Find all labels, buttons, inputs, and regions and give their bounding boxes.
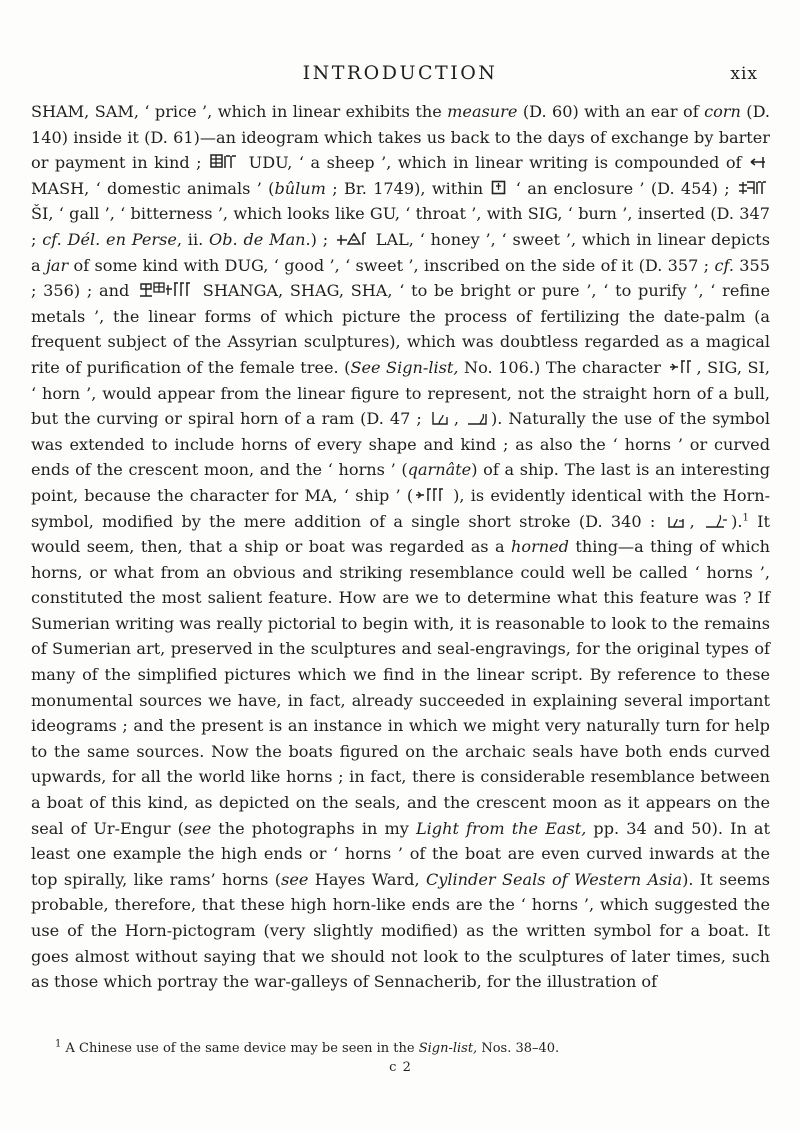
- page-number: xix: [730, 64, 758, 84]
- linear-boat-icon-1: [666, 513, 688, 529]
- body-text: [31, 99, 770, 995]
- signature-mark: c 2: [389, 1060, 412, 1075]
- running-title: INTRODUCTION: [302, 62, 498, 84]
- footnote: $^1$ A Chinese use of the same device may be seen in the Sign-list, Nos. 38–40.: [55, 1038, 560, 1056]
- running-head: [0, 62, 800, 92]
- linear-horn-icon-2: [467, 410, 489, 426]
- cuneiform-shi-icon: [738, 180, 768, 196]
- cuneiform-sig-icon: [669, 359, 695, 375]
- footnote-mark: 1: [55, 1038, 62, 1050]
- linear-boat-icon-2: [705, 513, 729, 529]
- cuneiform-mash-icon: [750, 154, 768, 170]
- footnote-reference[interactable]: 1: [742, 512, 749, 524]
- cuneiform-udu-icon: [210, 154, 240, 170]
- cuneiform-enclosure-icon: [491, 180, 507, 196]
- cuneiform-ma-icon: [415, 487, 451, 503]
- cuneiform-shanga-icon: [138, 280, 194, 298]
- linear-horn-icon-1: [430, 410, 452, 426]
- main-paragraph: SHAM, SAM, ‘ price ’, which in linear exhibits the measure (D. 60) with an ear of corn (D. 140) inside it (D. 61)—an ideogram which takes us back to the days of exchange by barter or payment in kind ; UDU, ‘ a sheep ’, which in linear writing is compounded of MASH, ‘ domestic animals ’ (bûlum ; Br. 1749), within ‘ an enclosure ’ (D. 454) ; ŠI, ‘ gall ’, ‘ bitterness ’, which looks like GU, ‘ throat ’, with SIG, ‘ burn ’, inserted (D. 347 ; cf. Dél. en Perse, ii. Ob. de Man.) ; LAL, ‘ honey ’, ‘ sweet ’, which in linear depicts a jar of some kind with DUG, ‘ good ’, ‘ sweet ’, inscribed on the side of it (D. 357 ; cf. 355 ; 356) ; and SHANGA, SHAG, SHA, ‘ to be bright or pure ’, ‘ to purify ’, ‘ refine metals ’, the linear forms of which picture the process of fertilizing the date-palm (a frequent subject of the Assyrian sculptures), which was doubtless regarded as a magical rite of purification of the female tree. (See Sign-list, No. 106.) The character , SIG, SI, ‘ horn ’, would appear from the linear figure to represent, not the straight horn of a bull, but the curving or spiral horn of a ram (D. 47 ; , ). Naturally the use of the symbol was extended to include horns of every shape and kind ; as also the ‘ horns ’ or curved ends of the crescent moon, and the ‘ horns ’ (qarnâte) of a ship. The last is an interesting point, because the character for MA, ‘ ship ’ ( ), is evidently identical with the Horn-symbol, modified by the mere addition of a single short stroke (D. 340 : , ).$^1$ It would seem, then, that a ship or boat was regarded as a horned thing—a thing of which horns, or what from an obvious and striking resemblance could well be called ‘ horns ’, constituted the most salient feature. How are we to determine what this feature was ? If Sumerian writing was really pictorial to begin with, it is reasonable to look to the remains of Sumerian art, preserved in the sculptures and seal-engravings, for the original types of many of the simplified pictures which we find in the linear script. By reference to these monumental sources we have, in fact, already succeeded in explaining several important ideograms ; and the present is an instance in which we might very naturally turn for help to the same sources. Now the boats figured on the archaic seals have both ends curved upwards, for all the world like horns ; in fact, there is considerable resemblance between a boat of this kind, as depicted on the seals, and the crescent moon as it appears on the seal of Ur-Engur (see the photographs in my Light from the East, pp. 34 and 50). In at least one example the high ends or ‘ horns ’ of the boat are even curved inwards at the top spirally, like rams’ horns (see Hayes Ward, Cylinder Seals of Western Asia). It seems probable, therefore, that these high horn-like ends are the ‘ horns ’, which suggested the use of the Horn-pictogram (very slightly modified) as the written symbol for a boat. It goes almost without saying that we should not look to the sculptures of later times, such as those which portray the war-galleys of Sennacherib, for the illustration of: [31, 102, 771, 992]
- cuneiform-lal-icon: [336, 231, 368, 247]
